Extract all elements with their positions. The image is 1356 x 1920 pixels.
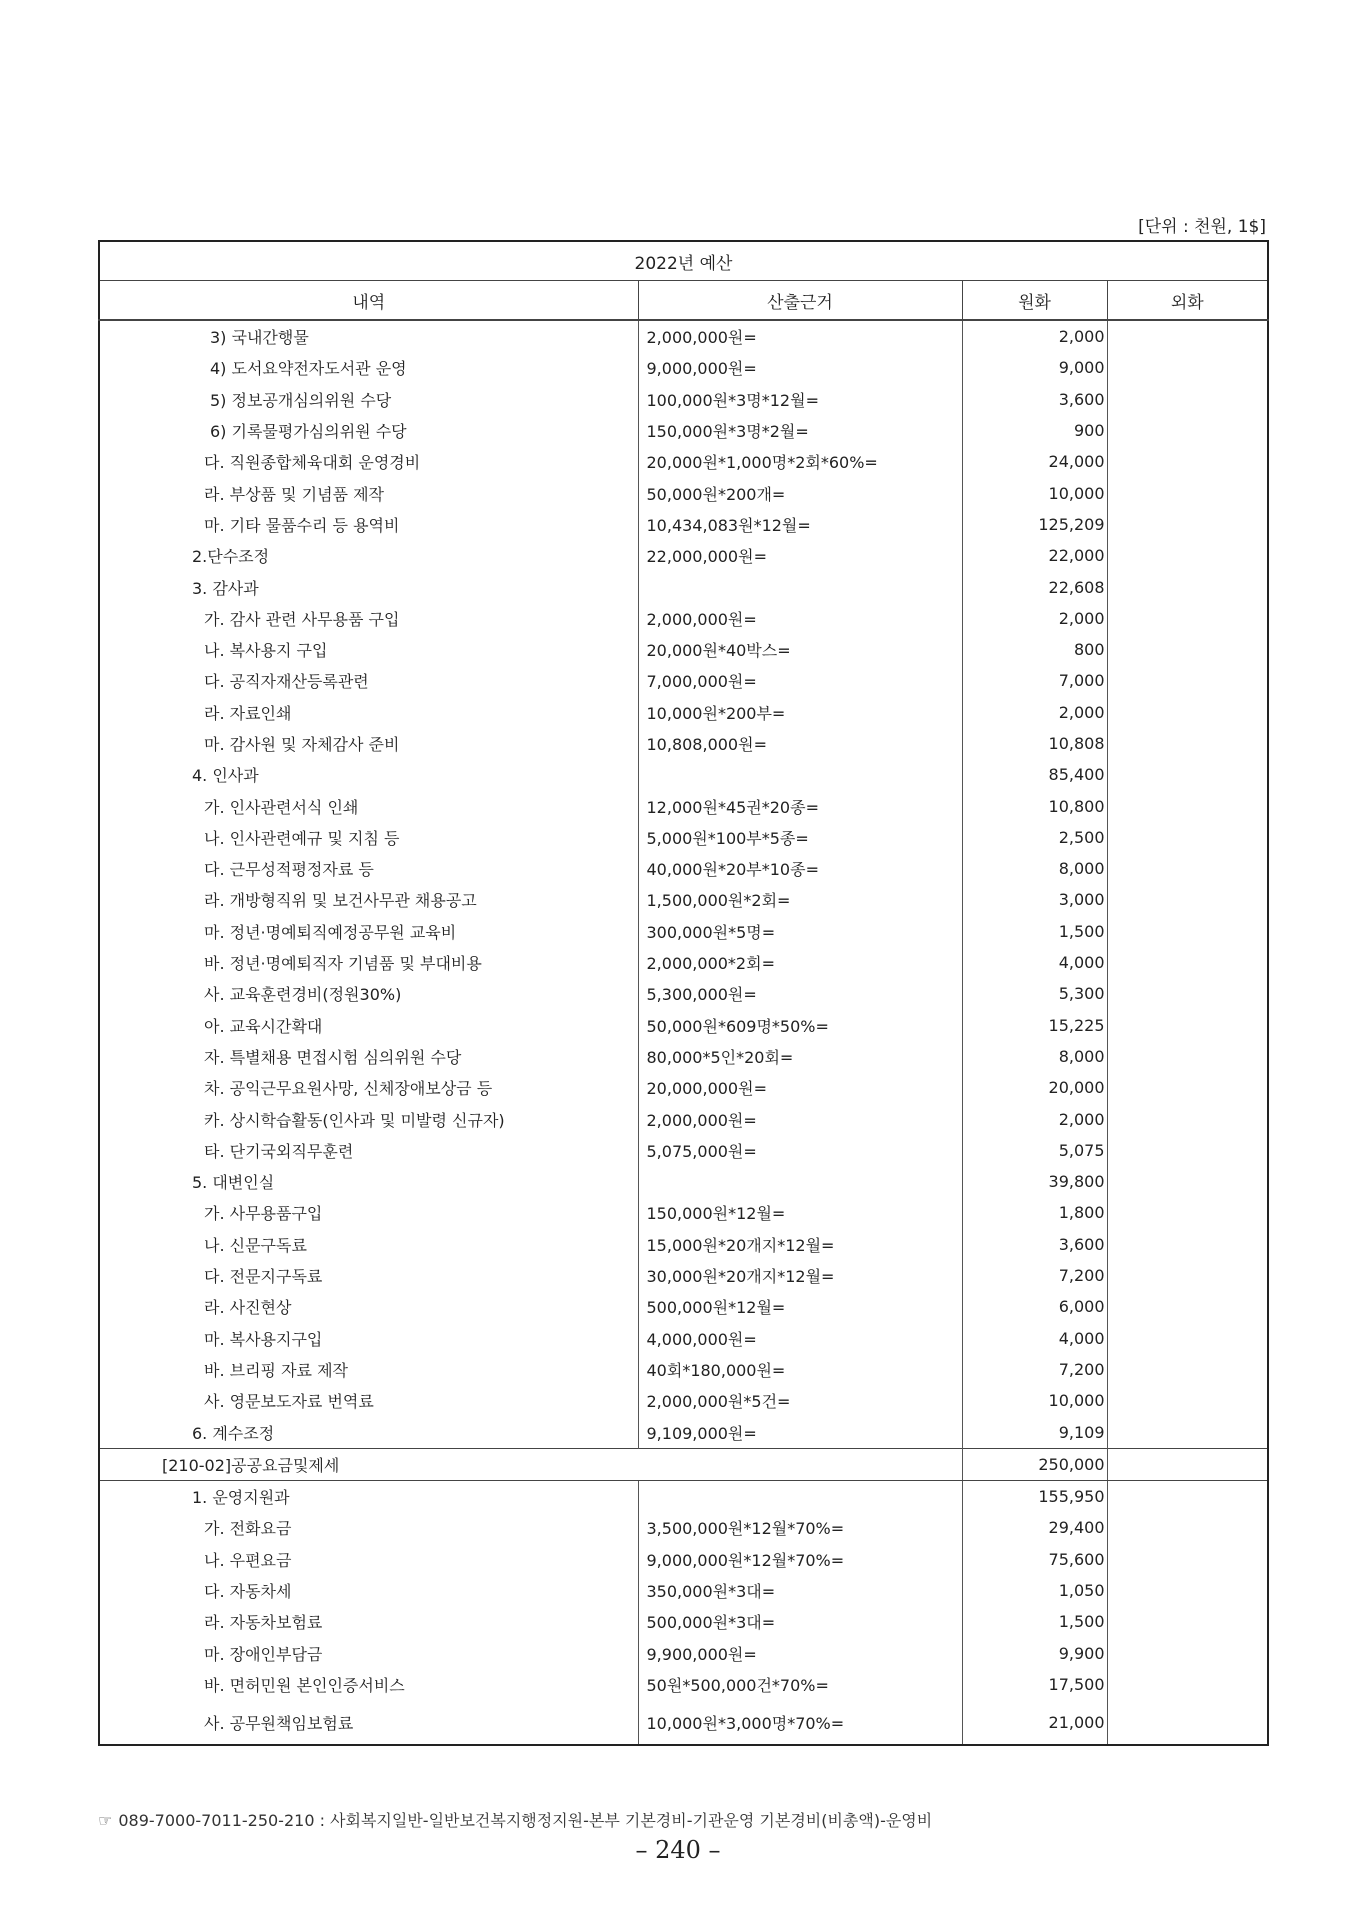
row-won: 8,000: [962, 1041, 1107, 1072]
row-won: 125,209: [962, 509, 1107, 540]
table-row: [99, 1260, 1268, 1291]
row-basis: 50원*500,000건*70%=: [638, 1669, 962, 1700]
row-desc: 마. 감사원 및 자체감사 준비: [99, 728, 638, 759]
row-basis: 9,000,000원=: [638, 352, 962, 383]
table-row: [99, 509, 1268, 540]
row-foreign: [1107, 1544, 1268, 1575]
row-desc: 바. 면허민원 본인인증서비스: [99, 1669, 638, 1700]
row-basis: 30,000원*20개지*12월=: [638, 1260, 962, 1291]
row-won: 7,200: [962, 1354, 1107, 1385]
table-row: [99, 1197, 1268, 1228]
row-won: 3,600: [962, 1229, 1107, 1260]
row-basis: 350,000원*3대=: [638, 1575, 962, 1606]
table-row: [99, 978, 1268, 1009]
row-foreign: [1107, 759, 1268, 790]
table-row: [99, 603, 1268, 634]
row-desc: 다. 직원종합체육대회 운영경비: [99, 446, 638, 477]
row-desc: 라. 자료인쇄: [99, 697, 638, 728]
row-foreign: [1107, 1480, 1268, 1512]
row-basis: 12,000원*45권*20종=: [638, 790, 962, 821]
row-won: 20,000: [962, 1072, 1107, 1103]
unit-label: [단위 : 천원, 1$]: [1138, 217, 1266, 237]
row-desc: 타. 단기국외직무훈련: [99, 1135, 638, 1166]
row-foreign: [1107, 1512, 1268, 1543]
row-foreign: [1107, 1385, 1268, 1416]
row-basis: 50,000원*609명*50%=: [638, 1010, 962, 1041]
row-desc: 바. 브리핑 자료 제작: [99, 1354, 638, 1385]
row-desc: 마. 정년·명예퇴직예정공무원 교육비: [99, 916, 638, 947]
row-desc: 차. 공익근무요원사망, 신체장애보상금 등: [99, 1072, 638, 1103]
table-row: [99, 571, 1268, 602]
row-won: 5,075: [962, 1135, 1107, 1166]
row-basis: 500,000원*12월=: [638, 1291, 962, 1322]
row-foreign: [1107, 947, 1268, 978]
row-won: 29,400: [962, 1512, 1107, 1543]
row-won: 155,950: [962, 1480, 1107, 1512]
row-foreign: [1107, 822, 1268, 853]
row-foreign: [1107, 634, 1268, 665]
row-won: 5,300: [962, 978, 1107, 1009]
section-row: [99, 1448, 1268, 1480]
row-desc: 나. 신문구독료: [99, 1229, 638, 1260]
row-foreign: [1107, 1135, 1268, 1166]
row-foreign: [1107, 884, 1268, 915]
row-desc: 라. 개방형직위 및 보건사무관 채용공고: [99, 884, 638, 915]
table-row: [99, 1166, 1268, 1197]
row-basis: 10,000원*3,000명*70%=: [638, 1700, 962, 1745]
row-basis: 40,000원*20부*10종=: [638, 853, 962, 884]
row-desc: 마. 장애인부담금: [99, 1637, 638, 1668]
table-row: [99, 853, 1268, 884]
row-foreign: [1107, 1291, 1268, 1322]
row-desc: 나. 복사용지 구입: [99, 634, 638, 665]
row-foreign: [1107, 1166, 1268, 1197]
table-row: [99, 384, 1268, 415]
column-header-won: 원화: [962, 281, 1107, 321]
row-basis: 20,000원*40박스=: [638, 634, 962, 665]
row-won: 7,200: [962, 1260, 1107, 1291]
row-basis: 3,500,000원*12월*70%=: [638, 1512, 962, 1543]
budget-rows-group-1: [99, 320, 1268, 1448]
budget-year-header: 2022년 예산: [99, 241, 1268, 281]
row-won: 24,000: [962, 446, 1107, 477]
row-basis: 5,000원*100부*5종=: [638, 822, 962, 853]
row-won: 9,900: [962, 1637, 1107, 1668]
row-basis: [638, 571, 962, 602]
row-basis: 4,000,000원=: [638, 1323, 962, 1354]
section-won: 250,000: [962, 1448, 1107, 1480]
row-foreign: [1107, 477, 1268, 508]
row-foreign: [1107, 1010, 1268, 1041]
row-desc: 5. 대변인실: [99, 1166, 638, 1197]
row-foreign: [1107, 1700, 1268, 1745]
row-basis: 150,000원*12월=: [638, 1197, 962, 1228]
row-basis: 100,000원*3명*12월=: [638, 384, 962, 415]
row-desc: 다. 공직자재산등록관련: [99, 665, 638, 696]
row-desc: 1. 운영지원과: [99, 1480, 638, 1512]
row-won: 39,800: [962, 1166, 1107, 1197]
row-won: 900: [962, 415, 1107, 446]
row-won: 9,109: [962, 1416, 1107, 1448]
row-desc: 라. 부상품 및 기념품 제작: [99, 477, 638, 508]
row-won: 10,800: [962, 790, 1107, 821]
section-foreign: [1107, 1448, 1268, 1480]
row-foreign: [1107, 352, 1268, 383]
table-row: [99, 1700, 1268, 1745]
budget-rows-group-2: [99, 1480, 1268, 1745]
row-basis: 10,434,083원*12월=: [638, 509, 962, 540]
row-desc: 마. 복사용지구입: [99, 1323, 638, 1354]
row-desc: 나. 인사관련예규 및 지침 등: [99, 822, 638, 853]
row-won: 85,400: [962, 759, 1107, 790]
row-won: 7,000: [962, 665, 1107, 696]
row-won: 2,500: [962, 822, 1107, 853]
row-foreign: [1107, 916, 1268, 947]
row-desc: 다. 전문지구독료: [99, 1260, 638, 1291]
row-won: 800: [962, 634, 1107, 665]
row-foreign: [1107, 603, 1268, 634]
row-won: 9,000: [962, 352, 1107, 383]
row-desc: 다. 근무성적평정자료 등: [99, 853, 638, 884]
row-basis: 5,075,000원=: [638, 1135, 962, 1166]
row-foreign: [1107, 1229, 1268, 1260]
row-basis: 300,000원*5명=: [638, 916, 962, 947]
pointing-hand-icon: ☞: [98, 1811, 113, 1830]
row-foreign: [1107, 446, 1268, 477]
row-won: 17,500: [962, 1669, 1107, 1700]
row-won: 10,808: [962, 728, 1107, 759]
row-won: 1,500: [962, 916, 1107, 947]
row-basis: [638, 1480, 962, 1512]
row-won: 10,000: [962, 477, 1107, 508]
row-foreign: [1107, 509, 1268, 540]
table-row: [99, 884, 1268, 915]
table-row: [99, 477, 1268, 508]
row-foreign: [1107, 1323, 1268, 1354]
table-row: [99, 1669, 1268, 1700]
column-header-desc: 내역: [99, 281, 638, 321]
footnote-text: 089-7000-7011-250-210 : 사회복지일반-일반보건복지행정지원-본부 기본경비-기관운영 기본경비(비총액)-운영비: [118, 1811, 933, 1830]
row-basis: 7,000,000원=: [638, 665, 962, 696]
table-row: [99, 1480, 1268, 1512]
row-foreign: [1107, 415, 1268, 446]
row-foreign: [1107, 853, 1268, 884]
row-basis: 2,000,000*2회=: [638, 947, 962, 978]
row-won: 3,000: [962, 884, 1107, 915]
row-foreign: [1107, 320, 1268, 352]
table-row: [99, 665, 1268, 696]
row-basis: 150,000원*3명*2월=: [638, 415, 962, 446]
row-desc: 카. 상시학습활동(인사과 및 미발령 신규자): [99, 1103, 638, 1134]
section-header-group: [99, 1448, 1268, 1480]
row-foreign: [1107, 1637, 1268, 1668]
table-row: [99, 1606, 1268, 1637]
table-row: [99, 1575, 1268, 1606]
row-desc: 사. 영문보도자료 번역료: [99, 1385, 638, 1416]
row-basis: 80,000*5인*20회=: [638, 1041, 962, 1072]
row-won: 1,050: [962, 1575, 1107, 1606]
row-foreign: [1107, 1041, 1268, 1072]
row-basis: 500,000원*3대=: [638, 1606, 962, 1637]
row-foreign: [1107, 728, 1268, 759]
row-foreign: [1107, 1354, 1268, 1385]
row-basis: 2,000,000원=: [638, 320, 962, 352]
row-desc: 5) 정보공개심의위원 수당: [99, 384, 638, 415]
table-row: [99, 1041, 1268, 1072]
table-row: [99, 728, 1268, 759]
row-foreign: [1107, 1606, 1268, 1637]
page-number: – 240 –: [635, 1836, 721, 1864]
row-basis: 10,808,000원=: [638, 728, 962, 759]
row-basis: 20,000,000원=: [638, 1072, 962, 1103]
row-desc: 6. 계수조정: [99, 1416, 638, 1448]
row-won: 75,600: [962, 1544, 1107, 1575]
row-won: 2,000: [962, 1103, 1107, 1134]
column-header-basis: 산출근거: [638, 281, 962, 321]
row-won: 15,225: [962, 1010, 1107, 1041]
row-foreign: [1107, 540, 1268, 571]
row-desc: 4. 인사과: [99, 759, 638, 790]
row-won: 6,000: [962, 1291, 1107, 1322]
table-row: [99, 415, 1268, 446]
row-basis: 9,900,000원=: [638, 1637, 962, 1668]
row-foreign: [1107, 790, 1268, 821]
row-foreign: [1107, 1669, 1268, 1700]
row-foreign: [1107, 1103, 1268, 1134]
row-basis: 22,000,000원=: [638, 540, 962, 571]
row-desc: 6) 기록물평가심의위원 수당: [99, 415, 638, 446]
row-desc: 바. 정년·명예퇴직자 기념품 및 부대비용: [99, 947, 638, 978]
table-row: [99, 446, 1268, 477]
table-row: [99, 1010, 1268, 1041]
row-won: 2,000: [962, 320, 1107, 352]
row-desc: 사. 교육훈련경비(정원30%): [99, 978, 638, 1009]
section-label: [210-02]공공요금및제세: [99, 1448, 962, 1480]
row-desc: 아. 교육시간확대: [99, 1010, 638, 1041]
table-row: [99, 352, 1268, 383]
table-row: [99, 916, 1268, 947]
footnote: [98, 1808, 932, 1831]
table-row: [99, 1291, 1268, 1322]
table-row: [99, 822, 1268, 853]
row-desc: 3. 감사과: [99, 571, 638, 602]
column-header-foreign: 외화: [1107, 281, 1268, 321]
table-row: [99, 1385, 1268, 1416]
table-row: [99, 1544, 1268, 1575]
row-won: 4,000: [962, 947, 1107, 978]
row-won: 2,000: [962, 697, 1107, 728]
row-basis: [638, 759, 962, 790]
row-basis: 9,000,000원*12월*70%=: [638, 1544, 962, 1575]
table-row: [99, 697, 1268, 728]
table-row: [99, 1354, 1268, 1385]
row-foreign: [1107, 1260, 1268, 1291]
row-won: 1,800: [962, 1197, 1107, 1228]
row-basis: 50,000원*200개=: [638, 477, 962, 508]
table-row: [99, 1135, 1268, 1166]
row-desc: 3) 국내간행물: [99, 320, 638, 352]
row-basis: 2,000,000원=: [638, 1103, 962, 1134]
row-basis: 1,500,000원*2회=: [638, 884, 962, 915]
row-desc: 자. 특별채용 면접시험 심의위원 수당: [99, 1041, 638, 1072]
row-desc: 가. 사무용품구입: [99, 1197, 638, 1228]
table-row: [99, 947, 1268, 978]
row-basis: 9,109,000원=: [638, 1416, 962, 1448]
row-basis: 40회*180,000원=: [638, 1354, 962, 1385]
row-basis: 2,000,000원*5건=: [638, 1385, 962, 1416]
table-row: [99, 1103, 1268, 1134]
row-desc: 다. 자동차세: [99, 1575, 638, 1606]
row-foreign: [1107, 665, 1268, 696]
row-won: 21,000: [962, 1700, 1107, 1745]
row-basis: 20,000원*1,000명*2회*60%=: [638, 446, 962, 477]
table-row: [99, 1512, 1268, 1543]
table-row: [99, 540, 1268, 571]
row-desc: 라. 사진현상: [99, 1291, 638, 1322]
row-desc: 가. 인사관련서식 인쇄: [99, 790, 638, 821]
row-desc: 나. 우편요금: [99, 1544, 638, 1575]
row-desc: 가. 전화요금: [99, 1512, 638, 1543]
row-won: 10,000: [962, 1385, 1107, 1416]
table-row: [99, 1637, 1268, 1668]
table-row: [99, 790, 1268, 821]
table-row: [99, 1072, 1268, 1103]
row-won: 3,600: [962, 384, 1107, 415]
row-foreign: [1107, 1575, 1268, 1606]
row-desc: 사. 공무원책임보험료: [99, 1700, 638, 1745]
row-basis: 2,000,000원=: [638, 603, 962, 634]
table-row: [99, 320, 1268, 352]
row-won: 8,000: [962, 853, 1107, 884]
row-foreign: [1107, 1197, 1268, 1228]
row-basis: 10,000원*200부=: [638, 697, 962, 728]
row-desc: 2.단수조정: [99, 540, 638, 571]
row-foreign: [1107, 1416, 1268, 1448]
row-desc: 마. 기타 물품수리 등 용역비: [99, 509, 638, 540]
row-basis: 5,300,000원=: [638, 978, 962, 1009]
row-foreign: [1107, 1072, 1268, 1103]
row-foreign: [1107, 384, 1268, 415]
table-row: [99, 1323, 1268, 1354]
budget-table: [98, 240, 1269, 1746]
row-desc: 가. 감사 관련 사무용품 구입: [99, 603, 638, 634]
table-row: [99, 1229, 1268, 1260]
row-foreign: [1107, 571, 1268, 602]
row-basis: 15,000원*20개지*12월=: [638, 1229, 962, 1260]
row-won: 4,000: [962, 1323, 1107, 1354]
row-won: 2,000: [962, 603, 1107, 634]
row-desc: 4) 도서요약전자도서관 운영: [99, 352, 638, 383]
table-row: [99, 634, 1268, 665]
row-basis: [638, 1166, 962, 1197]
row-won: 22,608: [962, 571, 1107, 602]
row-foreign: [1107, 697, 1268, 728]
row-foreign: [1107, 978, 1268, 1009]
table-row: [99, 759, 1268, 790]
table-row: [99, 1416, 1268, 1448]
row-desc: 라. 자동차보험료: [99, 1606, 638, 1637]
row-won: 1,500: [962, 1606, 1107, 1637]
row-won: 22,000: [962, 540, 1107, 571]
